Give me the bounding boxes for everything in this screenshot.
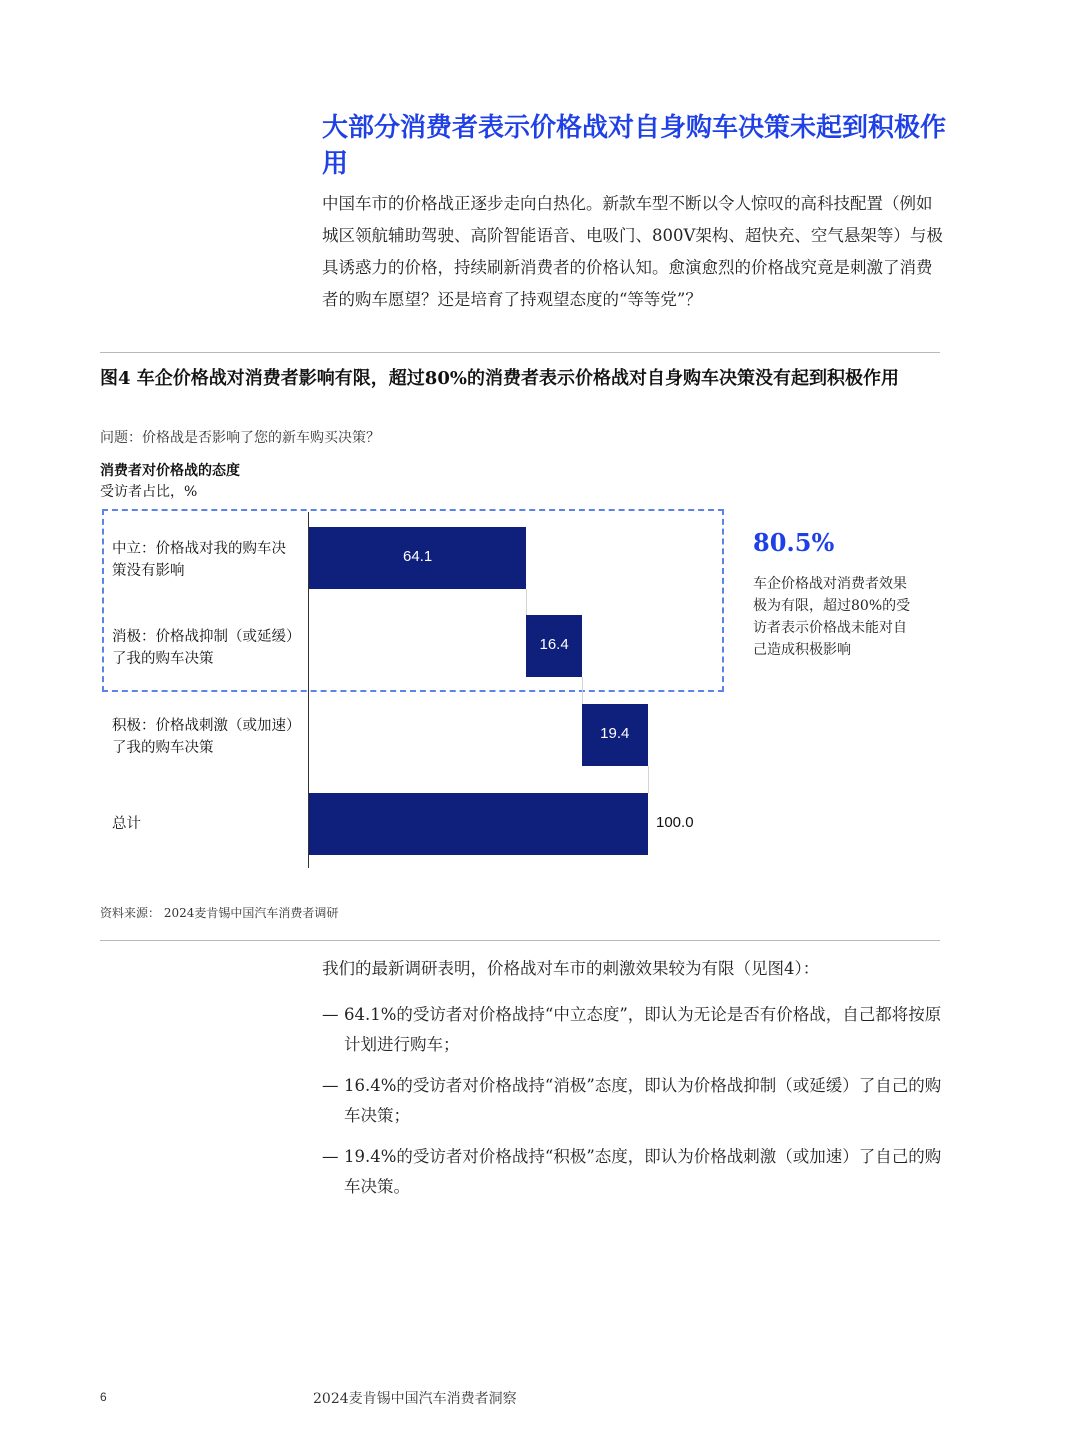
chart-legend-unit: 受访者占比，% — [100, 484, 198, 500]
finding-bullet — [322, 1071, 944, 1131]
source-note: 资料来源： 2024麦肯锡中国汽车消费者调研 — [100, 906, 339, 920]
figure-title: 图4 车企价格战对消费者影响有限，超过80%的消费者表示价格战对自身购车决策没有起到积极作用 — [100, 368, 899, 389]
page-number: 6 — [100, 1390, 107, 1404]
callout-value: 80.5% — [753, 528, 835, 557]
finding-bullet — [322, 1000, 944, 1060]
category-label-negative: 消极：价格战抑制（或延缓）了我的购车决策 — [112, 629, 294, 667]
survey-question: 问题：价格战是否影响了您的新车购买决策？ — [100, 430, 380, 446]
connector-line-0 — [526, 589, 527, 615]
findings-intro: 我们的最新调研表明，价格战对车市的刺激效果较为有限（见图4）： — [322, 959, 820, 978]
connector-line-2 — [648, 766, 649, 793]
bullet-dash: — — [322, 1005, 339, 1024]
bar-value-label-3: 100.0 — [656, 814, 694, 831]
category-label-positive: 积极：价格战刺激（或加速）了我的购车决策 — [112, 718, 294, 756]
bullet-text: 64.1%的受访者对价格战持“中立态度”，即认为无论是否有价格战，自己都将按原计划进行购车； — [344, 1005, 942, 1054]
bullet-dash: — — [322, 1076, 339, 1095]
bottom-divider — [100, 940, 940, 941]
section-title: 大部分消费者表示价格战对自身购车决策未起到积极作用 — [322, 113, 947, 179]
bullet-dash: — — [322, 1147, 339, 1166]
intro-paragraph: 中国车市的价格战正逐步走向白热化。新款车型不断以令人惊叹的高科技配置（例如城区领航辅助驾驶、高阶智能语音、电吸门、800V架构、超快充、空气悬架等）与极具诱惑力的价格，持续刷新消费者的价格认知。愈演愈烈的价格战究竟是刺激了消费者的购车愿望？还是培育了持观望态度的“等等党”？ — [322, 194, 943, 309]
bar-value-label-2: 19.4 — [600, 725, 630, 742]
callout-text: 车企价格战对消费者效果极为有限，超过80%的受访者表示价格战未能对自己造成积极影响 — [753, 576, 911, 658]
connector-line-1 — [582, 677, 583, 704]
category-label-total: 总计 — [112, 816, 141, 832]
bullet-text: 19.4%的受访者对价格战持“积极”态度，即认为价格战刺激（或加速）了自己的购车决策。 — [344, 1147, 942, 1196]
category-label-neutral: 中立：价格战对我的购车决策没有影响 — [112, 541, 286, 579]
top-divider — [100, 352, 940, 353]
bar-3 — [309, 793, 648, 855]
chart-axis — [308, 512, 309, 868]
chart-legend-title: 消费者对价格战的态度 — [100, 463, 240, 479]
footer-title: 2024麦肯锡中国汽车消费者洞察 — [313, 1391, 517, 1407]
finding-bullet — [322, 1142, 944, 1202]
bullet-text: 16.4%的受访者对价格战持“消极”态度，即认为价格战抑制（或延缓）了自己的购车决策； — [344, 1076, 942, 1125]
bar-value-label-1: 16.4 — [539, 636, 569, 653]
bar-value-label-0: 64.1 — [403, 548, 433, 565]
